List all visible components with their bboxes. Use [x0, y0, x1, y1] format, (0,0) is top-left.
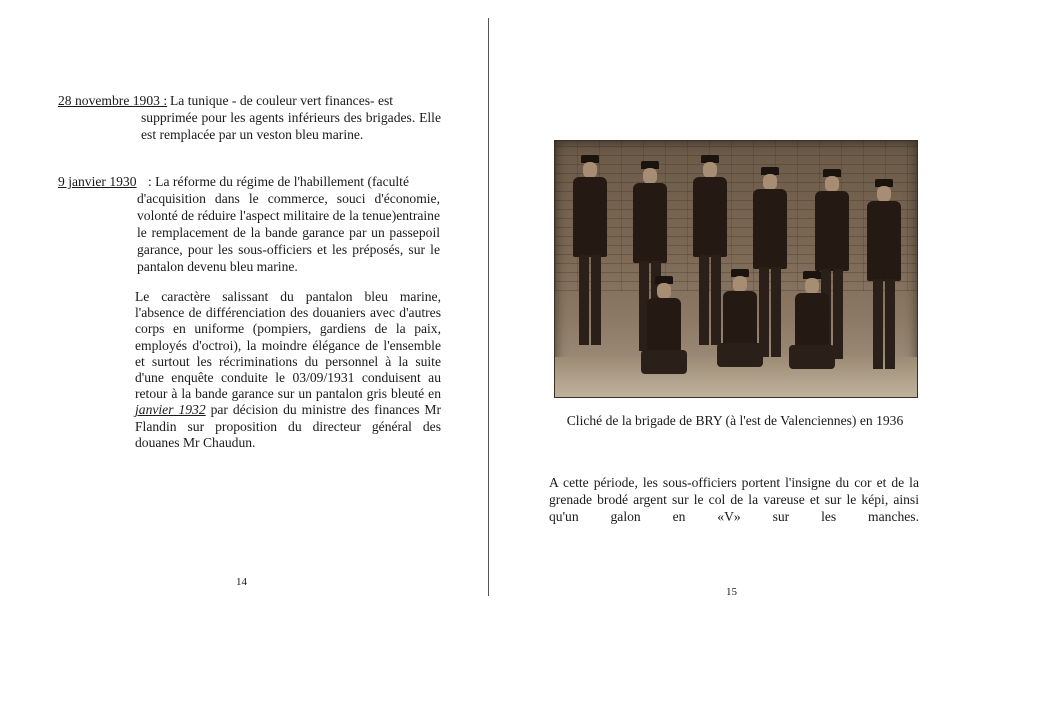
entry-1930-first-line: : La réforme du régime de l'habillement (faculté [148, 174, 409, 189]
entry-date-1903: 28 novembre 1903 : [58, 93, 168, 108]
entry-1930-text: d'acquisition dans le commerce, souci d'économie, volonté de réduire l'aspect militaire de la tenue)entraine le remplacement de la bande garance par un passepoil garance, pour les sous-officiers et les préposés, sur le pantalon devenu bleu marine. [137, 191, 440, 274]
page-number-left: 14 [236, 576, 247, 588]
paragraph-text-before: Le caractère salissant du pantalon bleu marine, l'absence de différenciation des douaniers avec d'autres corps en uniforme (pompiers, gardiens de la paix, employés d'octroi), la moindre élégance de l'ensemble et surtout les récriminations du personnel à la suite d'une enquête conduite le 03/09/1931 conduisent au retour à la bande garance sur un pantalon gris bleuté en [135, 289, 441, 402]
page-number-right: 15 [726, 586, 737, 598]
paragraph-emphasis-date: janvier 1932 [135, 402, 206, 418]
paragraph-insigne: A cette période, les sous-officiers portent l'insigne du cor et de la grenade brodé argent sur le col de la vareuse et sur le képi, ainsi qu'un galon en «V» sur les manches. [549, 475, 919, 524]
right-page [489, 0, 1053, 727]
entry-date-1930: 9 janvier 1930 [58, 174, 137, 189]
entry-1903-text: supprimée pour les agents inférieurs des brigades. Elle est remplacée par un veston bleu marine. [141, 110, 441, 142]
left-page [0, 0, 488, 727]
paragraph-pantalon [135, 289, 441, 451]
paragraph-text-after: par décision du ministre des finances Mr Flandin sur proposition du directeur général des douanes Mr Chaudun. [135, 402, 442, 450]
entry-1903-first-line: La tunique - de couleur vert finances- est [170, 93, 394, 108]
photo-caption: Cliché de la brigade de BRY (à l'est de Valenciennes) en 1936 [566, 413, 904, 428]
brigade-photograph [554, 140, 918, 398]
